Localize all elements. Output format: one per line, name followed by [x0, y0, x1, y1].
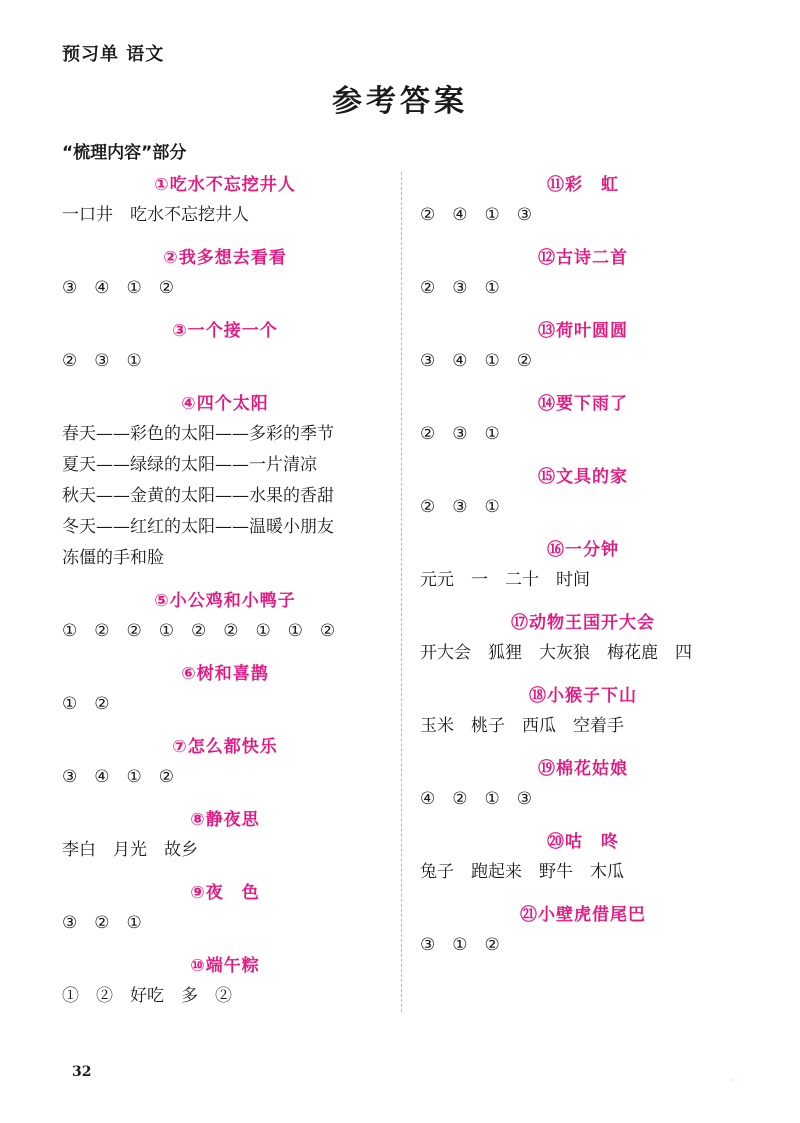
- lesson-block: [420, 389, 746, 450]
- answer-line: ② ④ ① ③: [420, 205, 532, 225]
- answer-line: 开大会 狐狸 大灰狼 梅花鹿 四: [420, 643, 692, 663]
- lesson-title: ⑨夜 色: [190, 883, 260, 903]
- lesson-title: ④四个太阳: [181, 394, 269, 414]
- lesson-title: ③一个接一个: [172, 321, 278, 341]
- lesson-title: ⑧静夜思: [190, 810, 260, 830]
- lesson-title: ⑱小猴子下山: [529, 686, 637, 706]
- lesson-block: [62, 951, 388, 1012]
- lesson-title: ⑬荷叶圆圆: [538, 321, 628, 341]
- answer-line: ③ ① ②: [420, 935, 500, 955]
- watermark-mark: ···: [730, 1076, 738, 1085]
- answer-line: ② ③ ①: [420, 424, 500, 444]
- lesson-block: [62, 732, 388, 793]
- answer-line: 李白 月光 故乡: [62, 840, 198, 860]
- lesson-block: [62, 659, 388, 720]
- lesson-title: ㉑小壁虎借尾巴: [520, 905, 646, 925]
- lesson-block: [62, 243, 388, 304]
- lesson-block: [420, 900, 746, 961]
- lesson-block: [420, 608, 746, 669]
- lesson-title: ⑳咕 咚: [547, 832, 619, 852]
- answer-line: ② ③ ①: [420, 278, 500, 298]
- answer-line: ③ ④ ① ②: [62, 767, 174, 787]
- answer-line: 冬天——红红的太阳——温暖小朋友: [62, 517, 334, 537]
- lesson-title: ⑲棉花姑娘: [538, 759, 628, 779]
- lesson-block: [62, 389, 388, 574]
- answer-line: ② ③ ①: [62, 351, 142, 371]
- lesson-title: ⑯一分钟: [547, 540, 619, 560]
- lesson-title: ⑮文具的家: [538, 467, 628, 487]
- lesson-block: [420, 316, 746, 377]
- answer-line: 玉米 桃子 西瓜 空着手: [420, 716, 624, 736]
- lesson-block: [62, 316, 388, 377]
- lesson-title: ⑩端午粽: [190, 956, 260, 976]
- right-column: [420, 170, 746, 973]
- lesson-block: [62, 805, 388, 866]
- lesson-title: ⑪彩 虹: [547, 175, 619, 195]
- lesson-title: ⑥树和喜鹊: [181, 664, 269, 684]
- section-label: “梳理内容”部分: [62, 143, 187, 163]
- lesson-title: ⑰动物王国开大会: [511, 613, 655, 633]
- lesson-title: ⑫古诗二首: [538, 248, 628, 268]
- answer-line: 元元 一 二十 时间: [420, 570, 590, 590]
- answer-line: 一口井 吃水不忘挖井人: [62, 205, 249, 225]
- answer-line: ① ② 好吃 多 ②: [62, 986, 232, 1006]
- answer-line: 冻僵的手和脸: [62, 548, 164, 568]
- lesson-block: [420, 535, 746, 596]
- answer-line: ③ ④ ① ②: [62, 278, 174, 298]
- lesson-block: [420, 754, 746, 815]
- answer-line: 夏天——绿绿的太阳——一片清凉: [62, 455, 317, 475]
- answer-line: ③ ② ①: [62, 913, 142, 933]
- left-column: [62, 170, 388, 1024]
- lesson-block: [420, 243, 746, 304]
- answer-line: 兔子 跑起来 野牛 木瓜: [420, 862, 624, 882]
- lesson-title: ①吃水不忘挖井人: [154, 175, 296, 195]
- answer-line: ② ③ ①: [420, 497, 500, 517]
- answer-line: ① ② ② ① ② ② ① ① ②: [62, 621, 336, 641]
- lesson-block: [62, 586, 388, 647]
- answer-line: ④ ② ① ③: [420, 789, 532, 809]
- lesson-title: ⑤小公鸡和小鸭子: [154, 591, 296, 611]
- lesson-title: ⑭要下雨了: [538, 394, 628, 414]
- page-number: 32: [72, 1064, 92, 1080]
- lesson-title: ②我多想去看看: [163, 248, 287, 268]
- answer-line: 春天——彩色的太阳——多彩的季节: [62, 424, 334, 444]
- page-title: 参考答案: [332, 84, 468, 119]
- answer-line: ③ ④ ① ②: [420, 351, 532, 371]
- lesson-block: [420, 170, 746, 231]
- lesson-block: [420, 827, 746, 888]
- lesson-block: [420, 681, 746, 742]
- header-label: 预习单 语文: [62, 44, 165, 65]
- answer-line: 秋天——金黄的太阳——水果的香甜: [62, 486, 334, 506]
- lesson-block: [62, 878, 388, 939]
- lesson-title: ⑦怎么都快乐: [172, 737, 278, 757]
- lesson-block: [420, 462, 746, 523]
- answer-line: ① ②: [62, 694, 110, 714]
- lesson-block: [62, 170, 388, 231]
- column-divider: [401, 172, 402, 1012]
